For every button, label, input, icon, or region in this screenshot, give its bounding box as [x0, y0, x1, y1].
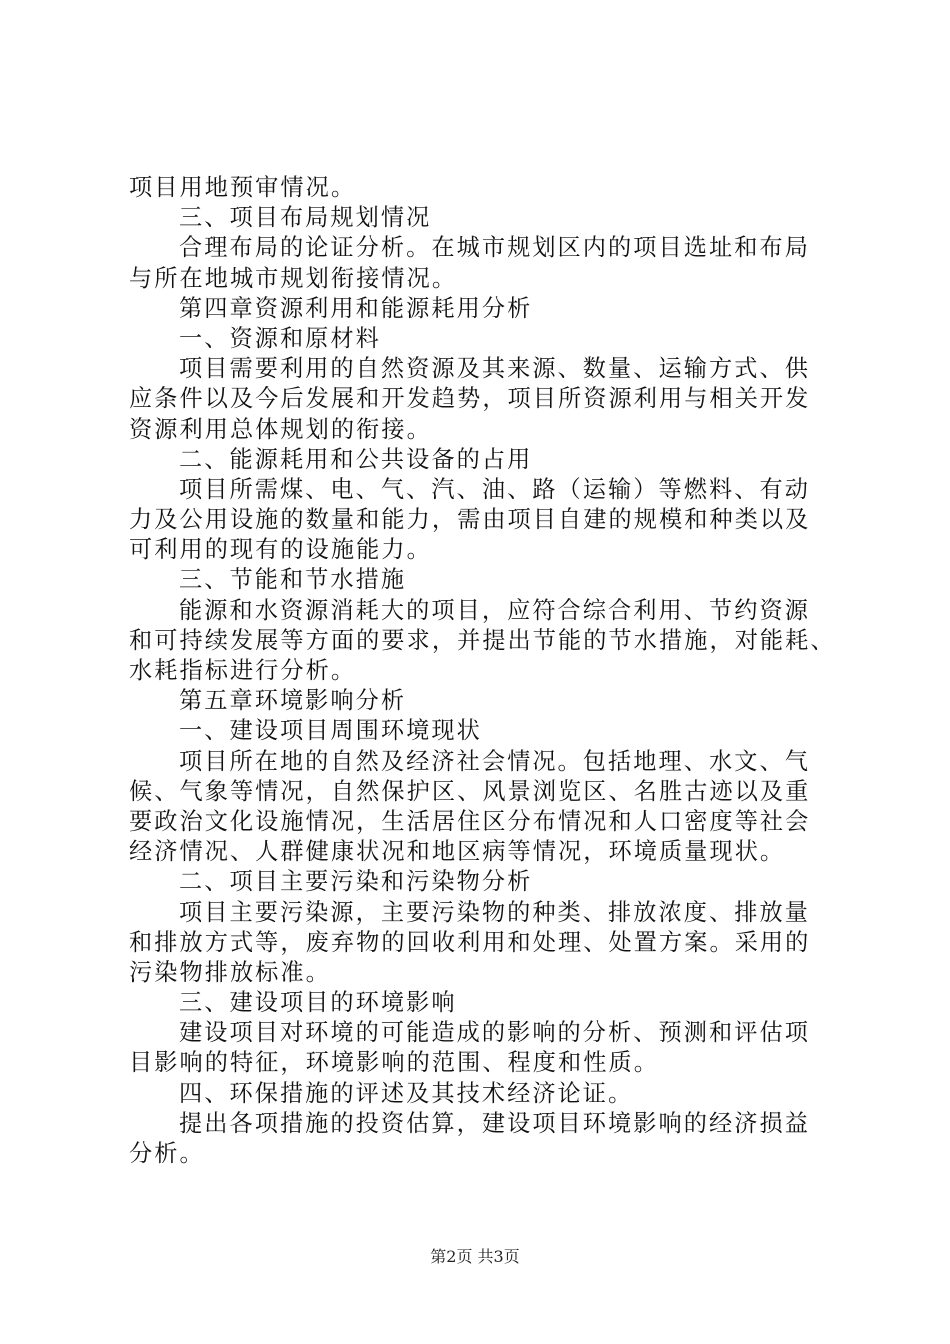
text-line: 项目主要污染源，主要污染物的种类、排放浓度、排放量 [179, 898, 810, 926]
text-line: 项目需要利用的自然资源及其来源、数量、运输方式、供 [179, 355, 810, 383]
chapter-heading: 第四章资源利用和能源耗用分析 [179, 294, 533, 322]
text-line: 和排放方式等，废弃物的回收利用和处理、处置方案。采用的 [129, 928, 811, 956]
text-line: 能源和水资源消耗大的项目，应符合综合利用、节约资源 [179, 596, 810, 624]
text-line: 提出各项措施的投资估算，建设项目环境影响的经济损益 [179, 1109, 810, 1137]
text-line: 要政治文化设施情况，生活居住区分布情况和人口密度等社会 [129, 807, 811, 835]
text-line: 与所在地城市规划衔接情况。 [129, 264, 458, 292]
section-heading: 二、项目主要污染和污染物分析 [179, 868, 533, 896]
text-line: 候、气象等情况，自然保护区、风景浏览区、名胜古迹以及重 [129, 777, 811, 805]
text-line: 分析。 [129, 1140, 205, 1167]
page-number-footer: 第2页 共3页 [430, 1247, 520, 1266]
text-line: 项目所需煤、电、气、汽、油、路（运输）等燃料、有动 [179, 475, 810, 503]
section-heading: 三、节能和节水措施 [179, 566, 407, 594]
text-line: 项目用地预审情况。 [129, 174, 357, 201]
section-heading: 一、建设项目周围环境现状 [179, 717, 482, 745]
section-heading: 一、资源和原材料 [179, 324, 381, 352]
text-line: 经济情况、人群健康状况和地区病等情况，环境质量现状。 [129, 838, 786, 866]
text-line: 资源利用总体规划的衔接。 [129, 415, 432, 443]
document-body [129, 173, 836, 1169]
text-line: 目影响的特征，环境影响的范围、程度和性质。 [129, 1049, 659, 1077]
section-heading: 四、环保措施的评述及其技术经济论证。 [179, 1079, 634, 1107]
text-line: 水耗指标进行分析。 [129, 657, 357, 684]
chapter-heading: 第五章环境影响分析 [179, 687, 407, 715]
section-heading: 三、建设项目的环境影响 [179, 989, 457, 1017]
text-line: 力及公用设施的数量和能力，需由项目自建的规模和种类以及 [129, 506, 811, 534]
text-line: 建设项目对环境的可能造成的影响的分析、预测和评估项 [179, 1019, 810, 1047]
text-line: 应条件以及今后发展和开发趋势，项目所资源利用与相关开发 [129, 385, 811, 413]
text-line: 合理布局的论证分析。在城市规划区内的项目选址和布局 [179, 234, 810, 262]
text-line: 可利用的现有的设施能力。 [129, 536, 432, 564]
text-line: 项目所在地的自然及经济社会情况。包括地理、水文、气 [179, 747, 810, 775]
text-line: 和可持续发展等方面的要求，并提出节能的节水措施，对能耗、 [129, 626, 836, 654]
section-heading: 二、能源耗用和公共设备的占用 [179, 445, 533, 473]
section-heading: 三、项目布局规划情况 [179, 204, 432, 232]
text-line: 污染物排放标准。 [129, 958, 331, 986]
